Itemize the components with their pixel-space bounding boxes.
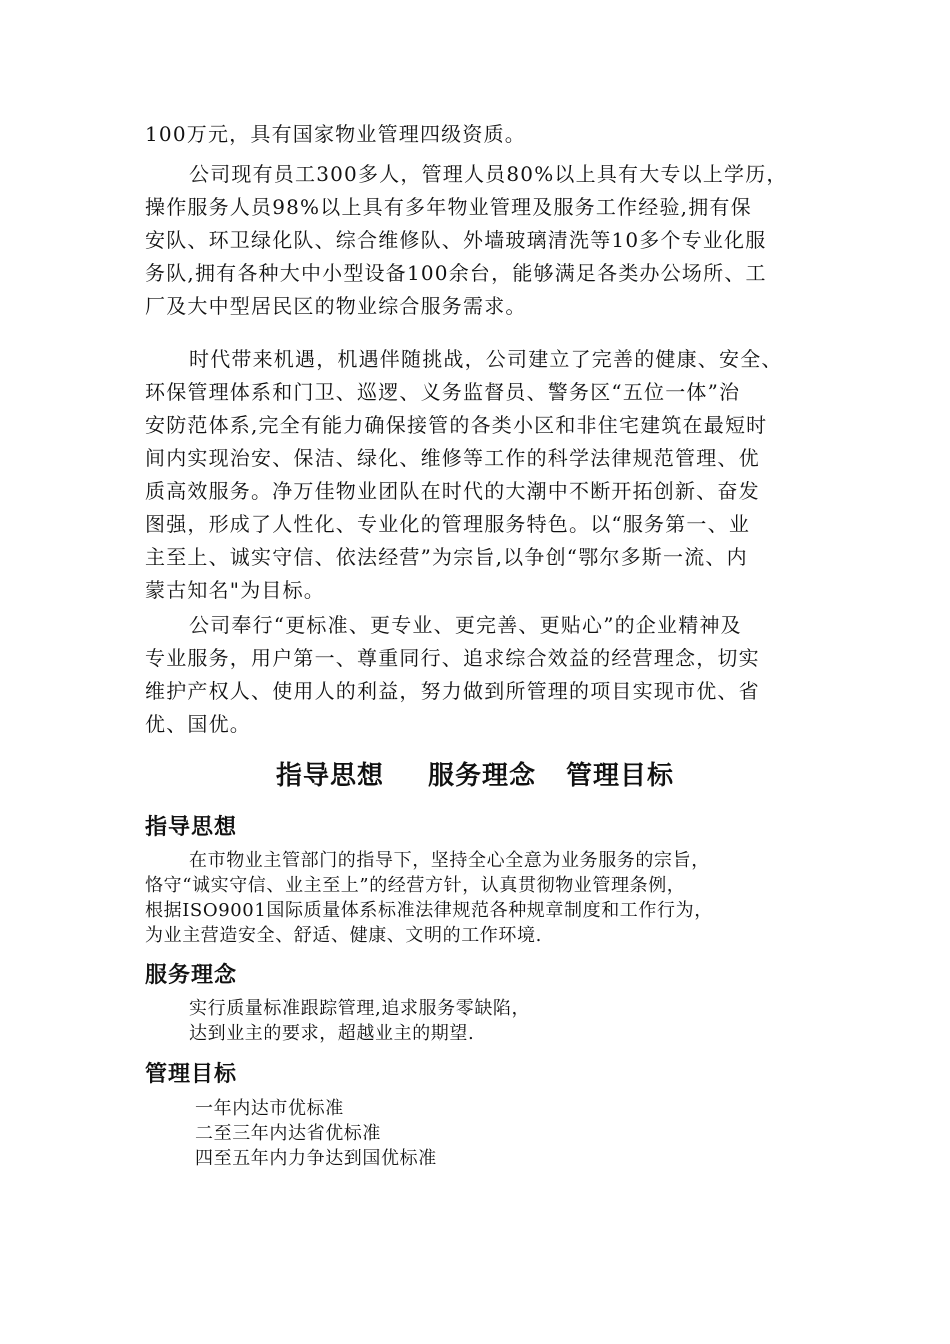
text-line: 间内实现治安、保洁、绿化、维修等工作的科学法律规范管理、优 [145,446,760,470]
section-title-management: 管理目标 [566,761,675,791]
text-line: 安队、环卫绿化队、综合维修队、外墙玻璃清洗等10多个专业化服 [145,228,767,252]
guiding-paragraph [145,848,815,948]
text-line: 质高效服务。净万佳物业团队在时代的大潮中不断开拓创新、奋发 [145,479,760,503]
text-line: 蒙古知名"为目标。 [145,578,325,602]
text-line: 厂及大中型居民区的物业综合服务需求。 [145,294,527,318]
opportunity-paragraph [145,343,815,607]
management-goals-list [145,1096,815,1171]
list-item: 二至三年内达省优标准 [195,1123,381,1144]
text-line: 根据ISO9001国际质量体系标准法律规范各种规章制度和工作行为， [145,900,713,921]
text-line: 达到业主的要求，超越业主的期望. [189,1023,475,1044]
list-item: 一年内达市优标准 [195,1098,344,1119]
text-line: 时代带来机遇，机遇伴随挑战，公司建立了完善的健康、安全、 [189,347,783,371]
section-title-service: 服务理念 [427,761,536,791]
text-line: 操作服务人员98%以上具有多年物业管理及服务工作经验,拥有保 [145,195,752,219]
company-staff-paragraph [145,158,815,323]
text-line: 公司现有员工300多人，管理人员80%以上具有大专以上学历， [189,162,788,186]
text-line: 务队,拥有各种大中小型设备100余台，能够满足各类办公场所、工 [145,261,767,285]
text-line: 环保管理体系和门卫、巡逻、义务监督员、警务区“五位一体”治 [145,380,741,404]
text-line: 安防范体系,完全有能力确保接管的各类小区和非住宅建筑在最短时 [145,413,768,437]
text-line: 在市物业主管部门的指导下，坚持全心全意为业务服务的宗旨， [189,850,710,871]
text-line: 为业主营造安全、舒适、健康、文明的工作环境. [145,925,542,946]
service-heading: 服务理念 [145,963,238,988]
text-line: 公司奉行“更标准、更专业、更完善、更贴心”的企业精神及 [189,613,742,637]
text-line: 100万元，具有国家物业管理四级资质。 [145,122,526,146]
section-title-guiding: 指导思想 [275,761,384,791]
text-line: 主至上、诚实守信、依法经营”为宗旨,以争创“鄂尔多斯一流、内 [145,545,748,569]
text-line: 实行质量标准跟踪管理,追求服务零缺陷， [189,998,531,1019]
service-paragraph [145,996,815,1046]
section-title [0,755,950,792]
intro-paragraph [145,118,815,151]
text-line: 专业服务，用户第一、尊重同行、追求综合效益的经营理念，切实 [145,646,760,670]
enterprise-spirit-paragraph [145,609,815,741]
text-line: 图强，形成了人性化、专业化的管理服务特色。以“服务第一、业 [145,512,751,536]
text-line: 维护产权人、使用人的利益，努力做到所管理的项目实现市优、省 [145,679,760,703]
guiding-heading: 指导思想 [145,815,238,840]
list-item: 四至五年内力争达到国优标准 [195,1148,437,1169]
text-line: 优、国优。 [145,712,251,736]
management-heading: 管理目标 [145,1062,238,1087]
text-line: 恪守“诚实守信、业主至上”的经营方针，认真贯彻物业管理条例， [145,875,686,896]
